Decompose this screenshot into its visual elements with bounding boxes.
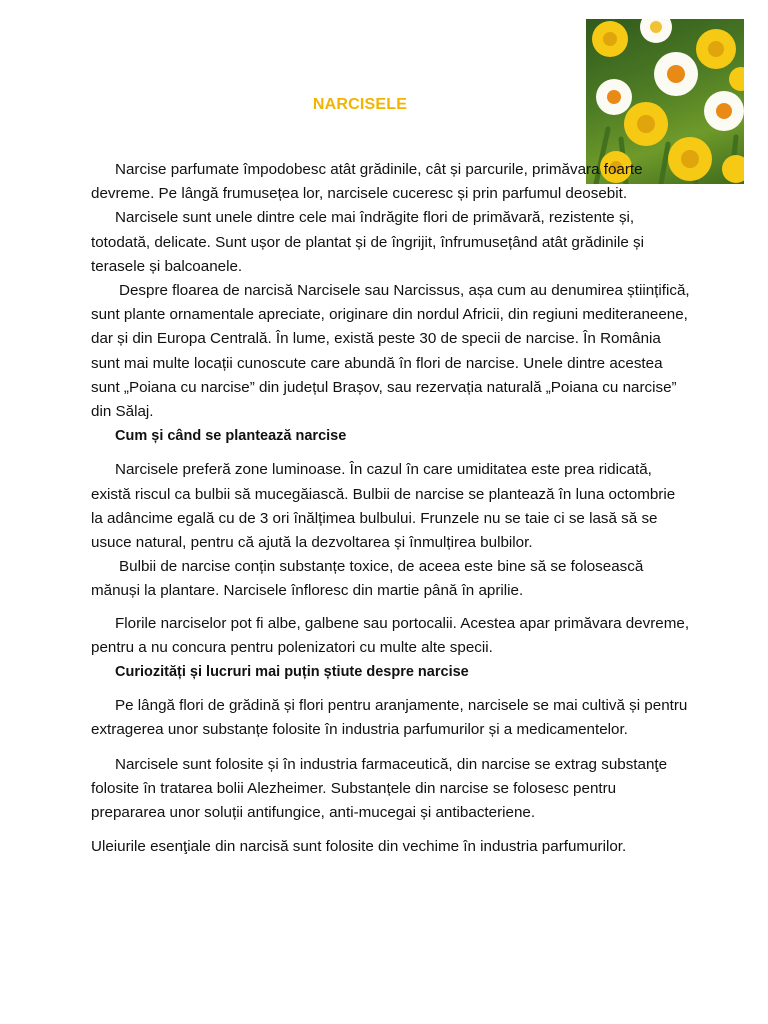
- paragraph-planting: Narcisele preferă zone luminoase. În cazul în care umiditatea este prea ridicată, există riscul ca bulbii să mucegăiască. Bulbii de narcise se plantează în luna octombrie la adâncime egală cu de 3 ori înălțimea bulbului. Frunzele nu se taie ci se lasă să se usuce natural, pentru că ajută la dezvoltarea și înmulțirea bulbilor.: [91, 461, 676, 552]
- page-title: NARCISELE: [312, 96, 408, 113]
- paragraph-pharma: Narcisele sunt folosite și în industria farmaceutică, din narcise se extrag substanţe folosite în tratarea bolii Alezheimer. Substanțele din narcise se folosesc pentru prepararea unor soluții antifungice, anti-mucegai și antibacteriene.: [91, 755, 668, 822]
- paragraph-colors: Florile narciselor pot fi albe, galbene sau portocalii. Acestea apar primăvara devreme, pentru a nu concura pentru polenizatori cu multe alte specii.: [91, 614, 690, 656]
- heading-planting: Cum și când se plantează narcise: [115, 428, 347, 445]
- paragraph-about: Despre floarea de narcisă Narcisele sau Narcissus, așa cum au denumirea științifică, sunt plante ornamentale apreciate, originare din nordul Africii, din regiuni mediteraneene, dar și din Europa Centrală. În lume, există peste 30 de specii de narcise. În România sunt mai multe locații cunoscute care abundă în flori de narcise. Unele dintre acestea sunt „Poiana cu narcise” din județul Brașov, sau rezervația naturală „Poiana cu narcise” din Sălaj.: [91, 282, 690, 421]
- paragraph-toxic: Bulbii de narcise conțin substanțe toxice, de aceea este bine să se folosească mănuși la plantare. Narcisele înfloresc din martie până în aprilie.: [91, 558, 644, 600]
- body-text: [91, 158, 691, 859]
- paragraph-oils: Uleiurile esenţiale din narcisă sunt folosite din vechime în industria parfumurilor.: [91, 838, 627, 856]
- heading-curiosities: Curiozități și lucruri mai puțin știute despre narcise: [115, 664, 469, 681]
- paragraph-cultivation: Pe lângă flori de grădină și flori pentru aranjamente, narcisele se mai cultivă și pentru extragerea unor substanțe folosite în industria parfumurilor și a medicamentelor.: [91, 697, 688, 739]
- paragraph-intro: Narcise parfumate împodobesc atât grădinile, cât și parcurile, primăvara foarte devreme. Pe lângă frumusețea lor, narcisele cuceresc și prin parfumul deosebit.: [91, 161, 643, 203]
- paragraph-popular: Narcisele sunt unele dintre cele mai îndrăgite flori de primăvară, rezistente și, totodată, delicate. Sunt ușor de plantat și de îngrijit, înfrumusețând atât grădinile și terasele și balcoanele.: [91, 209, 644, 275]
